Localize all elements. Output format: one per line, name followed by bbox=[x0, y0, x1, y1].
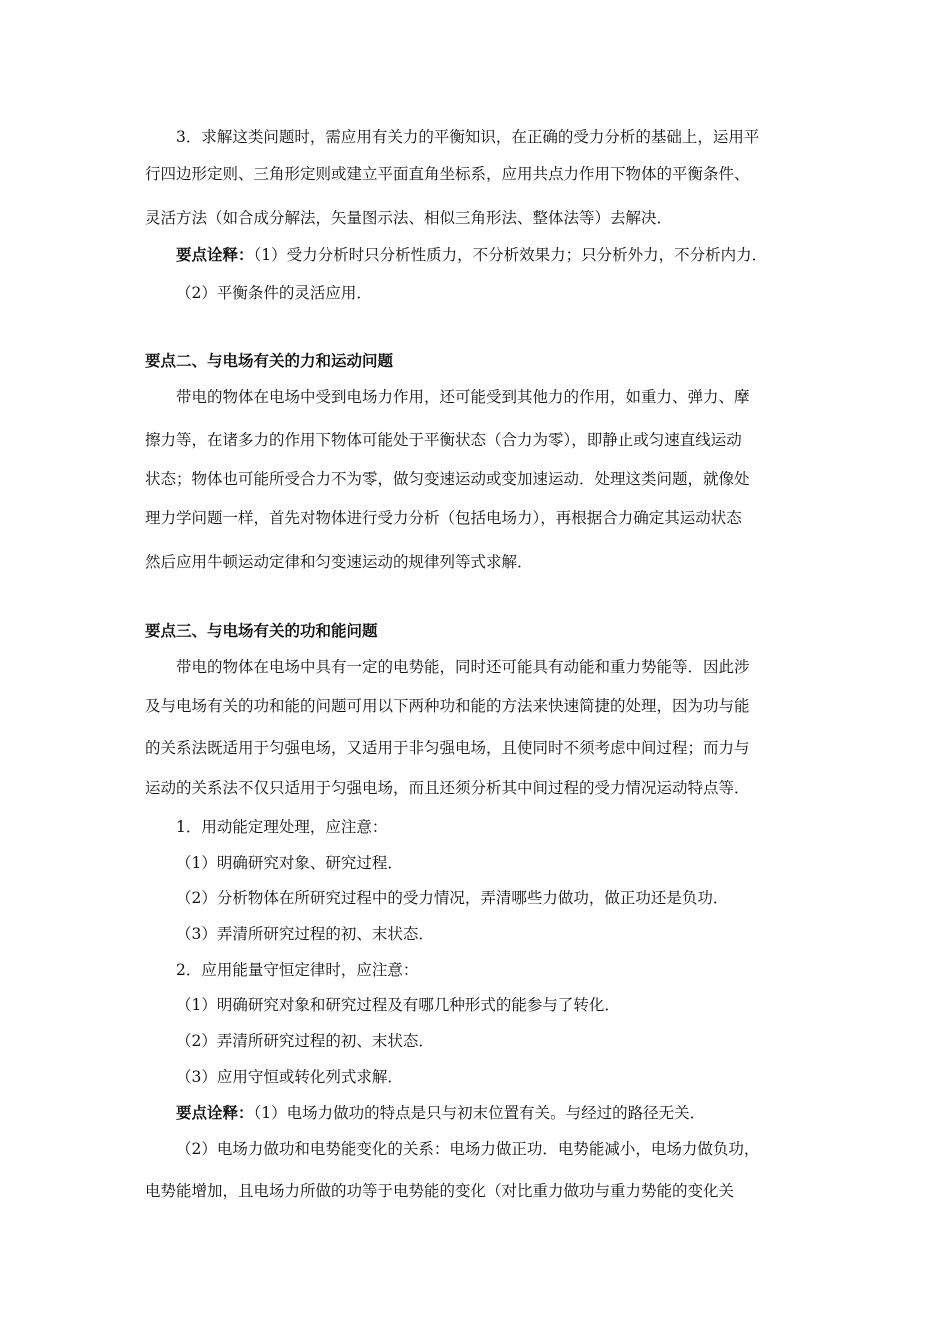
list-item: 2．应用能量守恒定律时，应注意： bbox=[176, 961, 419, 979]
note-line: 电势能增加，且电场力所做的功等于电势能的变化（对比重力做功与重力势能的变化关 bbox=[145, 1182, 735, 1200]
note-text: （1）电场力做功的特点是只与初末位置有关。与经过的路径无关． bbox=[253, 1104, 706, 1122]
list-subitem: （3）应用守恒或转化列式求解． bbox=[176, 1068, 403, 1086]
section-heading: 要点三、与电场有关的功和能问题 bbox=[145, 622, 378, 640]
note-label: 要点诠释： bbox=[176, 246, 254, 264]
note-label: 要点诠释： bbox=[176, 1104, 254, 1122]
note-line bbox=[176, 245, 767, 265]
paragraph-line: 然后应用牛顿运动定律和匀变速运动的规律列等式求解． bbox=[145, 553, 533, 571]
note-line: （2）电场力做功和电势能变化的关系：电场力做正功．电势能减小，电场力做负功， bbox=[176, 1140, 760, 1158]
list-subitem: （1）明确研究对象和研究过程及有哪几种形式的能参与了转化． bbox=[176, 996, 620, 1014]
paragraph-line: 3．求解这类问题时，需应用有关力的平衡知识，在正确的受力分析的基础上，运用平 bbox=[176, 128, 760, 146]
paragraph-line: 带电的物体在电场中具有一定的电势能，同时还可能具有动能和重力势能等．因此涉 bbox=[176, 658, 750, 676]
paragraph-line: 灵活方法（如合成分解法，矢量图示法、相似三角形法、整体法等）去解决． bbox=[145, 209, 673, 227]
list-subitem: （2）弄清所研究过程的初、末状态． bbox=[176, 1032, 434, 1050]
list-subitem: （1）明确研究对象、研究过程． bbox=[176, 854, 403, 872]
paragraph-line: 及与电场有关的功和能的问题可用以下两种功和能的方法来快速简捷的处理，因为功与能 bbox=[145, 697, 750, 715]
paragraph-line: 状态；物体也可能所受合力不为零，做匀变速运动或变加速运动．处理这类问题，就像处 bbox=[145, 470, 750, 488]
list-subitem: （2）分析物体在所研究过程中的受力情况，弄清哪些力做功，做正功还是负功． bbox=[176, 889, 729, 907]
section-heading: 要点二、与电场有关的力和运动问题 bbox=[145, 352, 394, 370]
paragraph-line: 的关系法既适用于匀强电场，又适用于非匀强电场，且使同时不须考虑中间过程；而力与 bbox=[145, 739, 750, 757]
note-line bbox=[176, 1103, 705, 1123]
paragraph-line: 运动的关系法不仅只适用于匀强电场，而且还须分析其中间过程的受力情况运动特点等． bbox=[145, 779, 750, 797]
list-item: 1．用动能定理处理，应注意： bbox=[176, 818, 388, 836]
note-line: （2）平衡条件的灵活应用． bbox=[176, 284, 372, 302]
note-text: （1）受力分析时只分析性质力，不分析效果力；只分析外力，不分析内力． bbox=[253, 246, 768, 264]
paragraph-line: 擦力等，在诸多力的作用下物体可能处于平衡状态（合力为零），即静止或匀速直线运动 bbox=[145, 431, 742, 449]
paragraph-line: 带电的物体在电场中受到电场力作用，还可能受到其他力的作用，如重力、弹力、摩 bbox=[176, 388, 750, 406]
paragraph-line: 行四边形定则、三角形定则或建立平面直角坐标系，应用共点力作用下物体的平衡条件、 bbox=[145, 165, 750, 183]
paragraph-line: 理力学问题一样，首先对物体进行受力分析（包括电场力），再根据合力确定其运动状态 bbox=[145, 509, 742, 527]
list-subitem: （3）弄清所研究过程的初、末状态． bbox=[176, 925, 434, 943]
